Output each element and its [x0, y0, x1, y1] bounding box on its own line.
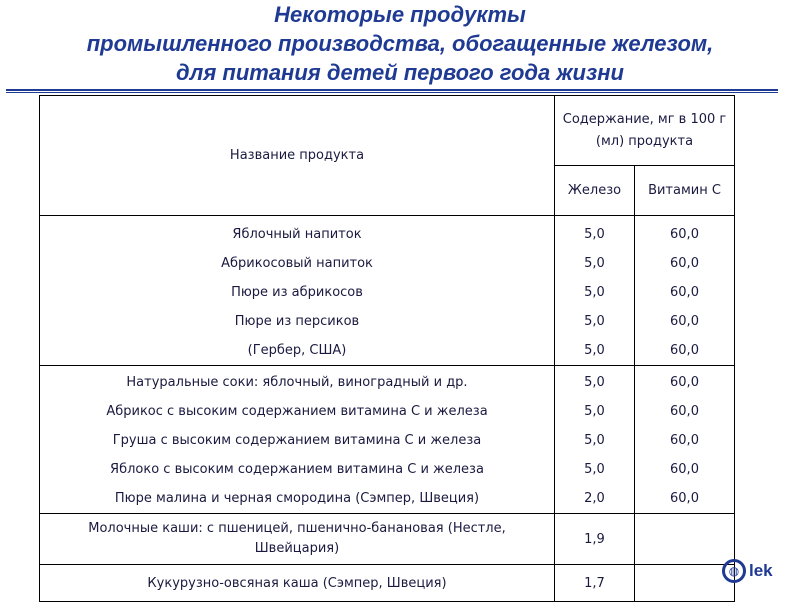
product-name: Абрикосовый напиток: [221, 256, 373, 271]
vitc-value: 60,0: [670, 256, 699, 271]
iron-values-cell: [555, 216, 635, 366]
vitc-values-cell: [635, 216, 735, 366]
vitc-value: 60,0: [670, 314, 699, 329]
iron-value: 5,0: [584, 285, 605, 300]
vitc-value: 60,0: [670, 433, 699, 448]
vitc-value: 60,0: [670, 404, 699, 419]
vitc-values-cell: [635, 366, 735, 514]
product-name: Пюре из персиков: [234, 314, 360, 329]
product-name: Яблоко с высоким содержанием витамина С и железа: [110, 462, 484, 477]
product-names-cell: [40, 216, 555, 366]
product-name: Груша с высоким содержанием витамина С и железа: [112, 433, 482, 448]
product-name: Молочные каши: с пшеницей, пшенично-банановая (Нестле, Швейцария): [88, 521, 506, 556]
iron-value: 5,0: [584, 256, 605, 271]
logo-text: lek: [749, 561, 773, 580]
lek-logo: [722, 556, 798, 586]
product-name: Кукурузно-овсяная каша (Сэмпер, Швеция): [40, 565, 555, 602]
product-name: Пюре из абрикосов: [231, 285, 363, 300]
vitc-value: [635, 514, 735, 565]
title-divider-thin: [6, 92, 778, 93]
header-content: [555, 96, 735, 166]
vitc-value: 60,0: [670, 227, 699, 242]
header-iron: Железо: [555, 166, 635, 216]
product-name: Абрикос с высоким содержанием витамина С и железа: [106, 404, 488, 419]
product-name: Яблочный напиток: [232, 227, 362, 242]
header-vitamin-c: Витамин С: [648, 182, 721, 198]
product-name: (Гербер, США): [247, 343, 347, 358]
iron-value: 5,0: [584, 227, 605, 242]
title-divider: [6, 89, 778, 91]
globe-logo-icon: ◍: [722, 559, 746, 583]
iron-value: 5,0: [584, 404, 605, 419]
iron-value: 1,9: [555, 514, 635, 565]
page-title: [0, 0, 800, 87]
vitc-value: 60,0: [670, 285, 699, 300]
iron-value: 2,0: [584, 491, 605, 506]
vitc-value: 60,0: [670, 462, 699, 477]
table-row: [40, 216, 735, 366]
iron-value: 5,0: [584, 375, 605, 390]
product-name: Натуральные соки: яблочный, виноградный и др.: [126, 375, 468, 390]
vitc-value: [635, 565, 735, 602]
vitc-value: 60,0: [670, 343, 699, 358]
iron-values-cell: [555, 366, 635, 514]
title-line-3: для питания детей первого года жизни: [176, 60, 624, 85]
iron-value: 5,0: [584, 433, 605, 448]
product-name: Пюре малина и черная смородина (Сэмпер, Швеция): [114, 491, 480, 506]
iron-value: 5,0: [584, 343, 605, 358]
vitc-value: 60,0: [670, 375, 699, 390]
iron-value: 5,0: [584, 314, 605, 329]
product-names-cell: [40, 366, 555, 514]
product-name-cell: [40, 514, 555, 565]
title-line-1: Некоторые продукты: [274, 2, 526, 27]
header-product-name: Название продукта: [40, 96, 555, 216]
iron-value: 5,0: [584, 462, 605, 477]
products-table: [39, 95, 735, 602]
header-content-label: Содержание, мг в 100 г (мл) продукта: [562, 111, 727, 149]
iron-value: 1,7: [555, 565, 635, 602]
table-row: [40, 366, 735, 514]
table-row: [40, 565, 735, 602]
header-vitamin-c-cell: [635, 166, 735, 216]
title-line-2: промышленного производства, обогащенные железом,: [86, 31, 714, 56]
table-row: [40, 514, 735, 565]
vitc-value: 60,0: [670, 491, 699, 506]
